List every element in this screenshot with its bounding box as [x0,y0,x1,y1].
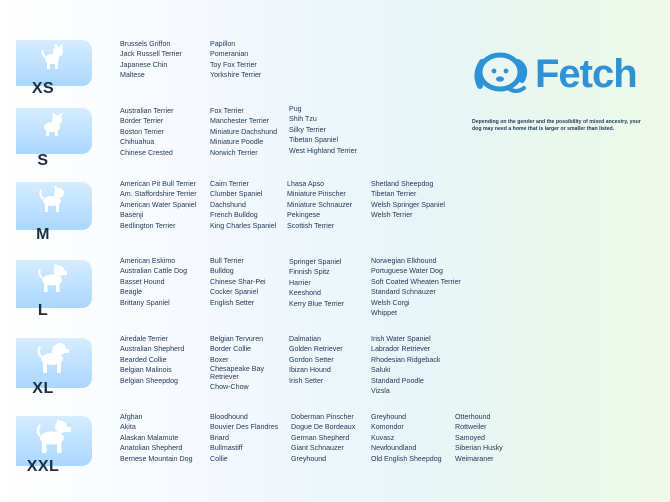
breed-column [371,179,445,221]
breed-name: Australian Cattle Dog [120,267,188,276]
breed-name: Silky Terrier [289,125,326,134]
breed-name: Rottweiler [455,423,487,432]
breed-name: Rhodesian Ridgeback [371,355,441,364]
breed-name: Akita [120,423,136,432]
size-label-s: S [37,152,49,169]
breed-name: Clumber Spaniel [210,190,263,199]
breed-name: Standard Schnauzer [371,288,436,297]
size-label-xs: XS [31,80,55,97]
breed-name: Basenji [120,211,144,220]
breed-name: Golden Retriever [289,345,343,354]
breed-name: King Charles Spaniel [210,221,277,230]
breed-name: Bulldog [210,267,234,276]
size-disclaimer: Depending on the gender and the possibility of mixed ancestry, your dog may need a home that is larger or smaller than listed. [472,119,641,133]
breed-column [289,334,343,386]
breed-name: Dalmatian [289,335,321,343]
breed-name: Afghan [120,413,143,421]
breed-name: Harrier [289,278,311,287]
size-tab-l [16,260,92,308]
breed-name: Papillon [210,40,236,48]
breed-column [120,106,174,158]
breed-name: Shetland Sheepdog [371,180,434,188]
breed-name: Bloodhound [210,413,248,421]
fetch-logo-dog-icon [470,44,536,104]
breed-name: Boxer [210,355,229,364]
size-label-m: M [36,226,50,243]
breed-name: Scottish Terrier [287,221,335,230]
breed-name: English Setter [210,298,255,307]
size-label-xl: XL [32,380,54,397]
breed-column [210,39,261,81]
breed-column [210,256,266,308]
breed-name: Siberian Husky [455,444,503,453]
breed-name: Chinese Crested [120,148,173,157]
breed-name: Kuvasz [371,433,395,442]
breed-name: Soft Coated Wheaten Terrier [371,277,461,286]
breed-name: Bullmastiff [210,444,243,453]
breed-name: Chinese Shar-Pei [210,277,266,286]
breed-name: Samoyed [455,433,485,442]
breed-name: Welsh Springer Spaniel [371,200,445,209]
breed-name: Border Collie [210,345,252,354]
breed-column [120,412,193,464]
breed-name: Irish Setter [289,376,324,385]
breed-name: Toy Fox Terrier [210,60,257,69]
breed-column [455,412,503,464]
breed-name: Shih Tzu [289,115,317,124]
breed-name: Lhasa Apso [287,180,325,188]
breed-name: Fox Terrier [210,107,244,115]
breed-name: Miniature Poodle [210,138,264,147]
breed-name: Yorkshire Terrier [210,71,262,80]
breed-name: Boston Terrier [120,127,165,136]
breed-name: Chesapeake Bay Retriever [210,365,265,381]
breed-column [210,334,274,392]
breed-name: Cairn Terrier [210,180,249,188]
breed-name: Pomeranian [210,50,249,59]
breed-name: Gordon Setter [289,355,334,364]
breed-name: Keeshond [289,289,321,298]
breed-name: Miniature Schnauzer [287,200,353,209]
breed-name: Tibetan Spaniel [289,136,339,145]
breed-name: Norwegian Elkhound [371,257,437,265]
breed-name: Anatolian Shepherd [120,444,183,453]
breed-name: Japanese Chin [120,60,168,69]
breed-name: Basset Hound [120,277,165,286]
breed-name: Tibetan Terrier [371,190,417,199]
breed-name: Giant Schnauzer [291,444,344,453]
size-label-l: L [37,302,49,319]
breed-column [287,179,352,231]
breed-name: Vizsla [371,386,390,395]
breed-name: Weimaraner [455,454,494,463]
breed-name: Chihuahua [120,138,155,147]
breed-name: Chow-Chow [210,382,249,391]
breed-name: Welsh Corgi [371,298,410,307]
brand-name: Fetch [535,52,637,96]
breed-column [120,179,197,231]
breed-name: Portuguese Water Dog [371,267,443,276]
breed-name: Welsh Terrier [371,211,413,220]
breed-column [120,39,182,81]
breed-name: Doberman Pinscher [291,413,354,421]
breed-name: Bedlington Terrier [120,221,176,230]
breed-name: Brussels Griffon [120,40,171,48]
xxl-dog-icon [35,420,73,454]
size-label-xxl: XXL [26,458,60,475]
breed-name: Komondor [371,423,404,432]
breed-column [289,104,357,156]
breed-name: Old English Sheepdog [371,454,442,463]
breed-column [210,412,278,464]
l-dog-icon [37,264,71,294]
breed-name: West Highland Terrier [289,146,357,155]
breed-name: Briard [210,433,229,442]
breed-name: Greyhound [371,413,407,421]
breed-name: French Bulldog [210,211,258,220]
breed-column [210,106,277,158]
breed-name: Bouvier Des Flandres [210,423,279,432]
breed-name: Finnish Spitz [289,268,330,277]
breed-name: Bull Terrier [210,257,244,265]
breed-name: Kerry Blue Terrier [289,299,345,308]
breed-name: Labrador Retriever [371,345,431,354]
breed-name: Irish Water Spaniel [371,335,431,343]
xl-dog-icon [36,342,72,374]
breed-column [120,256,187,308]
m-dog-icon [38,186,70,214]
breed-column [291,412,355,464]
breed-column [289,257,344,309]
breed-name: Manchester Terrier [210,117,270,126]
breed-name: Maltese [120,71,145,80]
breed-name: Miniature Pinscher [287,190,346,199]
breed-name: Am. Staffordshire Terrier [120,190,197,199]
breed-name: Cocker Spaniel [210,288,259,297]
breed-name: Ibizan Hound [289,366,331,375]
breed-name: Airedale Terrier [120,335,168,343]
breed-name: Belgian Sheepdog [120,376,178,385]
breed-column [210,179,276,231]
breed-column [371,334,440,396]
breed-name: Collie [210,454,228,463]
breed-name: Alaskan Malamute [120,433,179,442]
breed-column [371,412,442,464]
breed-name: Border Terrier [120,117,164,126]
breed-name: Pug [289,105,302,113]
breed-name: Belgian Malinois [120,366,172,375]
s-dog-icon [39,112,69,138]
breed-name: Australian Terrier [120,107,174,115]
breed-name: Dachshund [210,200,246,209]
breed-name: Saluki [371,366,391,375]
breed-name: Newfoundland [371,444,417,453]
breed-name: Beagle [120,288,143,297]
breed-name: Springer Spaniel [289,258,342,266]
breed-name: Whippet [371,308,398,317]
breed-name: Australian Shepherd [120,345,185,354]
breed-name: Greyhound [291,454,327,463]
breed-name: Norwich Terrier [210,148,258,157]
breed-name: Brittany Spaniel [120,298,170,307]
breed-name: German Shepherd [291,433,350,442]
breed-name: Otterhound [455,413,491,421]
breed-name: Miniature Dachshund [210,127,278,136]
breed-name: Dogue De Bordeaux [291,423,356,432]
breed-name: American Eskimo [120,257,176,265]
breed-name: American Water Spaniel [120,200,197,209]
size-tab-m [16,182,92,230]
size-tab-s [16,108,92,154]
breed-name: Jack Russell Terrier [120,50,182,59]
breed-name: Pekingese [287,211,321,220]
breed-column [120,334,184,386]
xs-dog-icon [39,44,69,70]
breed-name: Belgian Tervuren [210,335,264,343]
breed-name: Bernese Mountain Dog [120,454,193,463]
breed-name: Standard Poodle [371,376,424,385]
breed-name: Bearded Collie [120,355,167,364]
breed-name: American Pit Bull Terrier [120,180,196,188]
breed-column [371,256,461,318]
